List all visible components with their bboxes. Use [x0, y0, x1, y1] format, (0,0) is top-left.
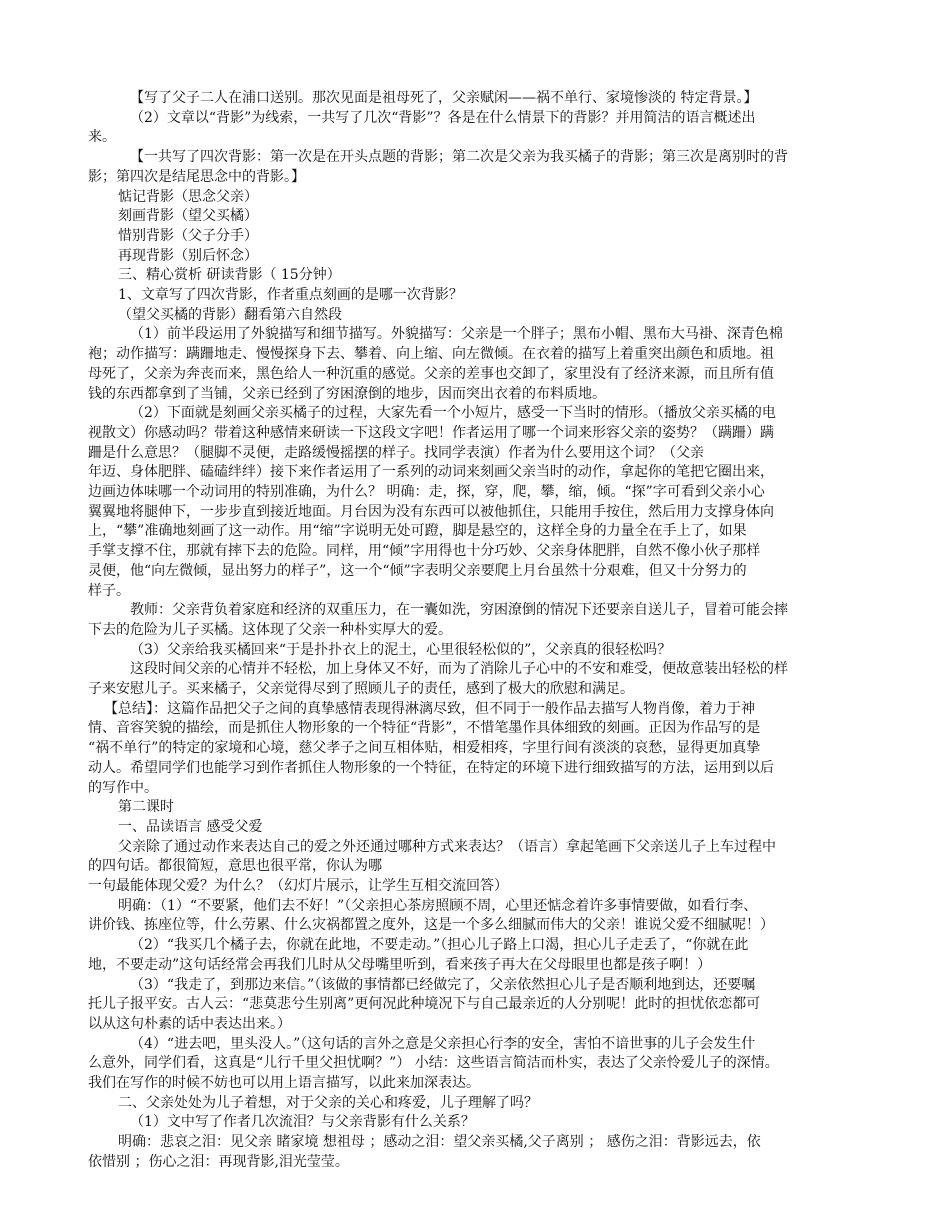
- text-line: 【一共写了四次背影：第一次是在开头点题的背影；第二次是父亲为我买橘子的背影；第三次是离别时的背: [130, 149, 788, 166]
- text-line: 讲价钱、拣座位等，什么劳累、什么灾祸都置之度外，这是一个多么细腻而伟大的父亲！谁说父爱不细腻呢！）: [88, 917, 774, 934]
- text-line: 地，不要走动”这句话经常会再我们儿时从父母嘴里听到，看来孩子再大在父母眼里也都是孩子啊！）: [88, 956, 712, 973]
- text-line: 样子。: [88, 582, 130, 599]
- text-line: 边画边体味哪一个动词用的特别准确，为什么？ 明确：走，探，穿，爬，攀，缩，倾。“探”字可看到父亲小心: [88, 484, 765, 500]
- text-line: 来。: [88, 129, 116, 146]
- text-line: 【写了父子二人在浦口送别。那次见面是祖母死了，父亲赋闲——祸不单行、家境惨淡的 特定背景。】: [130, 90, 758, 106]
- text-line: 一句最能体现父爱？为什么？（幻灯片展示，让学生互相交流回答）: [88, 878, 508, 894]
- text-line: （4）“进去吧，里头没人。”（这句话的言外之意是父亲担心行李的安全，害怕不谙世事的儿子会发生什: [130, 1035, 756, 1052]
- text-line: 翼翼地将腿伸下，一步步直到接近地面。月台因为没有东西可以被他抓住，只能用手按住，然后用力支撑身体向: [88, 503, 774, 520]
- text-line: 【总结】：这篇作品把父子之间的真挚感情表现得淋漓尽致，但不同于一般作品去描写人物肖像，着力于神: [104, 700, 755, 717]
- text-line: 跚是什么意思？（腿脚不灵便，走路缓慢摇摆的样子。找同学表演）作者为什么要用这个词？（父亲: [88, 444, 704, 461]
- text-line: 这段时间父亲的心情并不轻松，加上身体又不好，而为了消除儿子心中的不安和难受，便故意装出轻松的样: [130, 661, 788, 678]
- text-line: 父亲除了通过动作来表达自己的爱之外还通过哪种方式来表达？（语言）拿起笔画下父亲送儿子上车过程中: [118, 838, 776, 855]
- text-line: 年迈、身体肥胖、磕磕绊绊）接下来作者运用了一系列的动词来刻画父亲当时的动作，拿起你的笔把它圈出来，: [88, 464, 774, 481]
- text-line: 第二课时: [118, 799, 174, 816]
- text-line: 刻画背影（望父买橘）: [118, 208, 258, 225]
- text-line: 1、文章写了四次背影，作者重点刻画的是哪一次背影？: [118, 287, 463, 303]
- text-line: 明确：（1）“不要紧，他们去不好！”（父亲担心茶房照顾不周，心里还惦念着许多事情要做，如看行李、: [118, 897, 758, 914]
- text-line: 视散文）你感动吗？带着这种感情来研读一下这段文字吧！作者运用了哪一个词来形容父亲的姿势？（蹒跚）蹒: [88, 424, 774, 441]
- text-line: （2）下面就是刻画父亲买橘子的过程，大家先看一个小短片，感受一下当时的情形。（播放父亲买橘的电: [130, 405, 776, 422]
- text-line: 动人。希望同学们也能学习到作者抓住人物形象的一个特征，在特定的环境下进行细致描写的方法，运用到以后: [88, 759, 774, 776]
- text-line: 一、品读语言 感受父爱: [118, 818, 263, 835]
- text-line: 上，“攀”准确地刻画了这一动作。用“缩”字说明无处可蹬，脚是悬空的，这样全身的力量全在手上了，如果: [88, 523, 747, 540]
- text-line: 的四句话。都很简短，意思也很平常，你认为哪: [88, 858, 382, 875]
- text-line: 教师：父亲背负着家庭和经济的双重压力，在一囊如洗，穷困潦倒的情况下还要亲自送儿子，冒着可能会摔: [130, 602, 788, 619]
- text-line: 我们在写作的时候不妨也可以用上语言描写，以此来加深表达。: [88, 1075, 480, 1091]
- text-line: 钱的东西都拿到了当铺，父亲已经到了穷困潦倒的地步，因而突出衣着的布料质地。: [88, 385, 606, 402]
- text-line: 惜别背影（父子分手）: [118, 227, 258, 244]
- text-line: （2）“我买几个橘子去，你就在此地，不要走动。”（担心儿子路上口渴，担心儿子走丢了，“你就在此: [130, 937, 749, 954]
- text-line: 手掌支撑不住，那就有摔下去的危险。同样，用“倾”字用得也十分巧妙、父亲身体肥胖，自然不像小伙子那样: [88, 543, 761, 560]
- text-line: 情、音容笑貌的描绘，而是抓住人物形象的一个特征“背影”，不惜笔墨作具体细致的刻画。正因为作品写的是: [88, 720, 761, 737]
- text-line: 影；第四次是结尾思念中的背影。】: [88, 168, 305, 185]
- text-line: 袍；动作描写：蹒跚地走、慢慢探身下去、攀着、向上缩、向左微倾。在衣着的描写上着重突出颜色和质地。祖: [88, 346, 774, 363]
- text-line: “祸不单行”的特定的家境和心境，慈父孝子之间互相体贴，相爱相疼，字里行间有淡淡的哀愁，显得更加真挚: [88, 740, 761, 757]
- text-line: 再现背影（别后怀念）: [118, 247, 258, 264]
- text-line: 二、父亲处处为儿子着想，对于父亲的关心和疼爱，儿子理解了吗？: [118, 1094, 538, 1111]
- text-line: 明确：悲哀之泪：见父亲 睹家境 想祖母 ；感动之泪：望父亲买橘,父子离别 ； 感伤之泪：背影远去，依: [118, 1134, 761, 1151]
- text-line: 惦记背影（思念父亲）: [118, 188, 258, 205]
- text-line: 托儿子报平安。古人云：“悲莫悲兮生别离”更何况此种境况下与自己最亲近的人分别呢！此时的担忧依恋都可: [88, 996, 761, 1013]
- text-line: 母死了，父亲为奔丧而来，黑色给人一种沉重的感觉。父亲的差事也交卸了，家里没有了经济来源，而且所有值: [88, 365, 774, 382]
- text-line: 灵便，他“向左微倾，显出努力的样子”，这一个“倾”字表明父亲要爬上月台虽然十分艰难，但又十分努力的: [88, 562, 747, 579]
- text-line: （1）前半段运用了外貌描写和细节描写。外貌描写：父亲是一个胖子；黑布小帽、黑布大马褂、深青色棉: [130, 326, 783, 343]
- text-line: 下去的危险为儿子买橘。这体现了父亲一种朴实厚大的爱。: [88, 621, 452, 638]
- text-line: 的写作中。: [88, 779, 158, 796]
- text-line: （2）文章以“背影”为线索，一共写了几次“背影”？各是在什么情景下的背影？并用简洁的语言概述出: [130, 109, 756, 126]
- text-line: 依惜别 ；伤心之泪：再现背影,泪光莹莹。: [88, 1153, 349, 1170]
- text-line: （望父买橘的背影）翻看第六自然段: [118, 306, 342, 323]
- text-line: （3）父亲给我买橘回来“于是扑扑衣上的泥土，心里很轻松似的”，父亲真的很轻松吗？: [130, 641, 672, 658]
- text-line: 子来安慰儿子。买来橘子，父亲觉得尽到了照顾儿子的责任，感到了极大的欣慰和满足。: [88, 681, 634, 697]
- text-line: 三、精心赏析 研读背影（ 15分钟）: [118, 267, 341, 284]
- text-line: （3）“我走了，到那边来信。”（该做的事情都已经做完了，父亲依然担心儿子是否顺利地到达，还要嘱: [130, 976, 756, 993]
- text-line: 以从这句朴素的话中表达出来。）: [88, 1015, 291, 1032]
- text-line: 么意外，同学们看，这真是“儿行千里父担忧啊？”） 小结：这些语言简洁而朴实，表达了父亲怜爱儿子的深情。: [88, 1055, 779, 1072]
- text-line: （1）文中写了作者几次流泪？与父亲背影有什么关系？: [130, 1114, 475, 1131]
